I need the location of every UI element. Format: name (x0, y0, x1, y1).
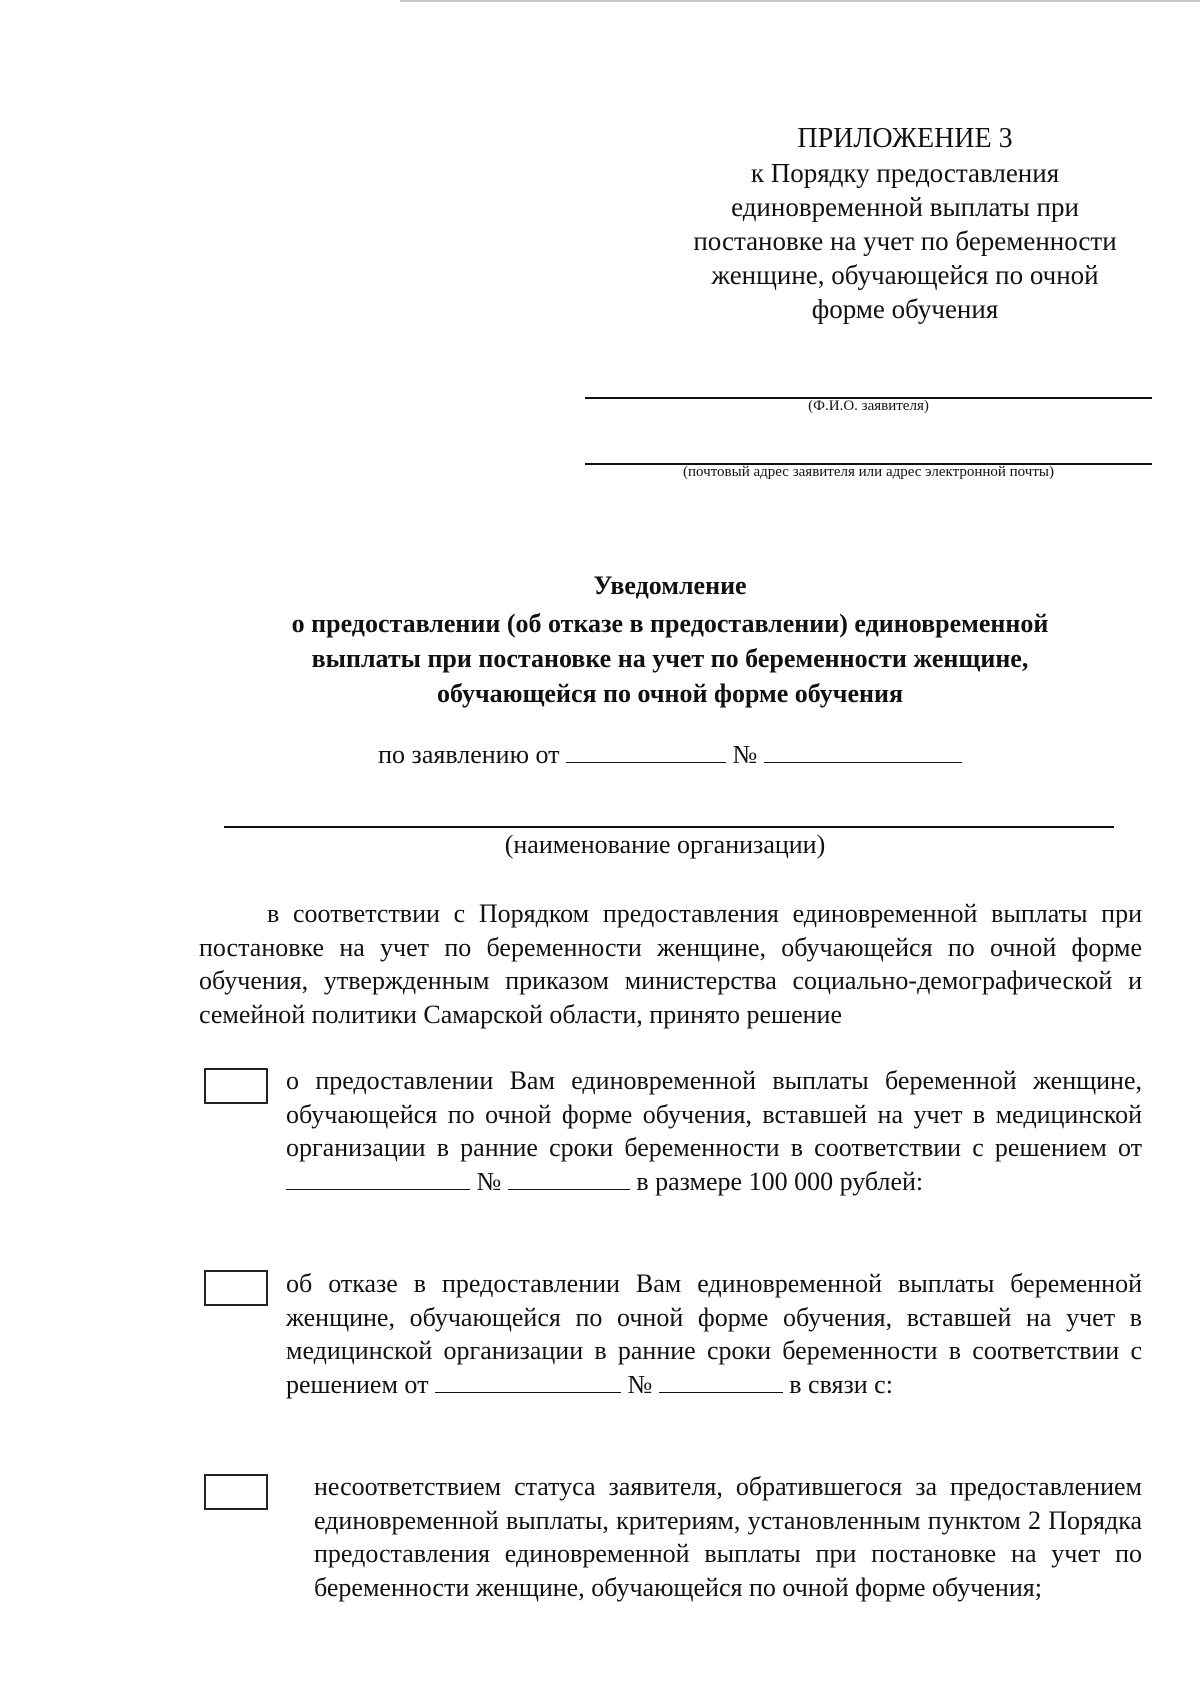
grant-amount-prefix: в размере (636, 1166, 743, 1196)
refusal-option-text (286, 1267, 1142, 1401)
applicant-name-caption: (Ф.И.О. заявителя) (808, 398, 929, 414)
scan-edge-line (400, 0, 1200, 2)
appendix-line: к Порядку предоставления (750, 158, 1060, 188)
grant-decision-date-field[interactable] (286, 1167, 470, 1190)
refusal-suffix: в связи с: (789, 1369, 893, 1399)
refusal-decision-date-field[interactable] (435, 1370, 621, 1393)
decision-paragraph: в соответствии с Порядком предоставления единовременной выплаты при постановке на учет по беременности женщине, обучающейся по очной форме обучения, утвержденным приказом министерства социально-демографической и семейной политики Самарской области, принято решение (199, 899, 1142, 1029)
number-sign: № (476, 1166, 502, 1196)
number-sign: № (627, 1369, 653, 1399)
grant-amount: 100 000 рублей: (748, 1166, 924, 1196)
appendix-header (660, 122, 1150, 326)
grant-option-body: о предоставлении Вам единовременной выплаты беременной женщине, обучающейся по очной форме обучения, вставшей на учет в медицинской организации в ранние сроки беременности в соответствии с решением от (286, 1066, 1142, 1162)
appendix-line: женщине, обучающейся по очной (711, 260, 1099, 290)
notice-title-block (180, 568, 1160, 711)
statement-line (180, 740, 1160, 770)
grant-decision-number-field[interactable] (508, 1167, 630, 1190)
reason-status-text: несоответствием статуса заявителя, обратившегося за предоставлением единовременной выплаты, критериям, установленным пунктом 2 Порядка предоставления единовременной выплаты при постановке на учет по беременности женщине, обучающейся по очной форме обучения; (314, 1472, 1142, 1602)
number-sign: № (732, 740, 758, 769)
organization-caption: (наименование организации) (504, 830, 826, 859)
notice-title-line: выплаты при постановке на учет по беременности женщине, (311, 644, 1029, 673)
grant-option-text (286, 1064, 1142, 1198)
appendix-line: форме обучения (811, 294, 999, 324)
appendix-title: ПРИЛОЖЕНИЕ 3 (797, 123, 1013, 154)
notice-title-line: обучающейся по очной форме обучения (436, 679, 904, 708)
appendix-line: единовременной выплаты при (731, 192, 1079, 222)
organization-field[interactable] (224, 826, 1114, 828)
statement-date-field[interactable] (566, 740, 726, 763)
appendix-line: постановке на учет по беременности (693, 226, 1117, 256)
refusal-checkbox[interactable] (204, 1270, 268, 1306)
applicant-address-caption: (почтовый адрес заявителя или адрес электронной почты) (683, 464, 1054, 480)
grant-checkbox[interactable] (204, 1068, 268, 1104)
notice-heading: Уведомление (593, 571, 747, 600)
refusal-option-body: об отказе в предоставлении Вам единовременной выплаты беременной женщине, обучающейся по очной форме обучения, вставшей на учет в медицинской организации в ранние сроки беременности в соответствии с решением от (286, 1269, 1142, 1399)
notice-title-line: о предоставлении (об отказе в предоставлении) единовременной (291, 609, 1049, 638)
statement-number-field[interactable] (764, 740, 962, 763)
reason-status-checkbox[interactable] (204, 1474, 268, 1510)
statement-prefix: по заявлению от (378, 740, 560, 769)
refusal-decision-number-field[interactable] (659, 1370, 783, 1393)
